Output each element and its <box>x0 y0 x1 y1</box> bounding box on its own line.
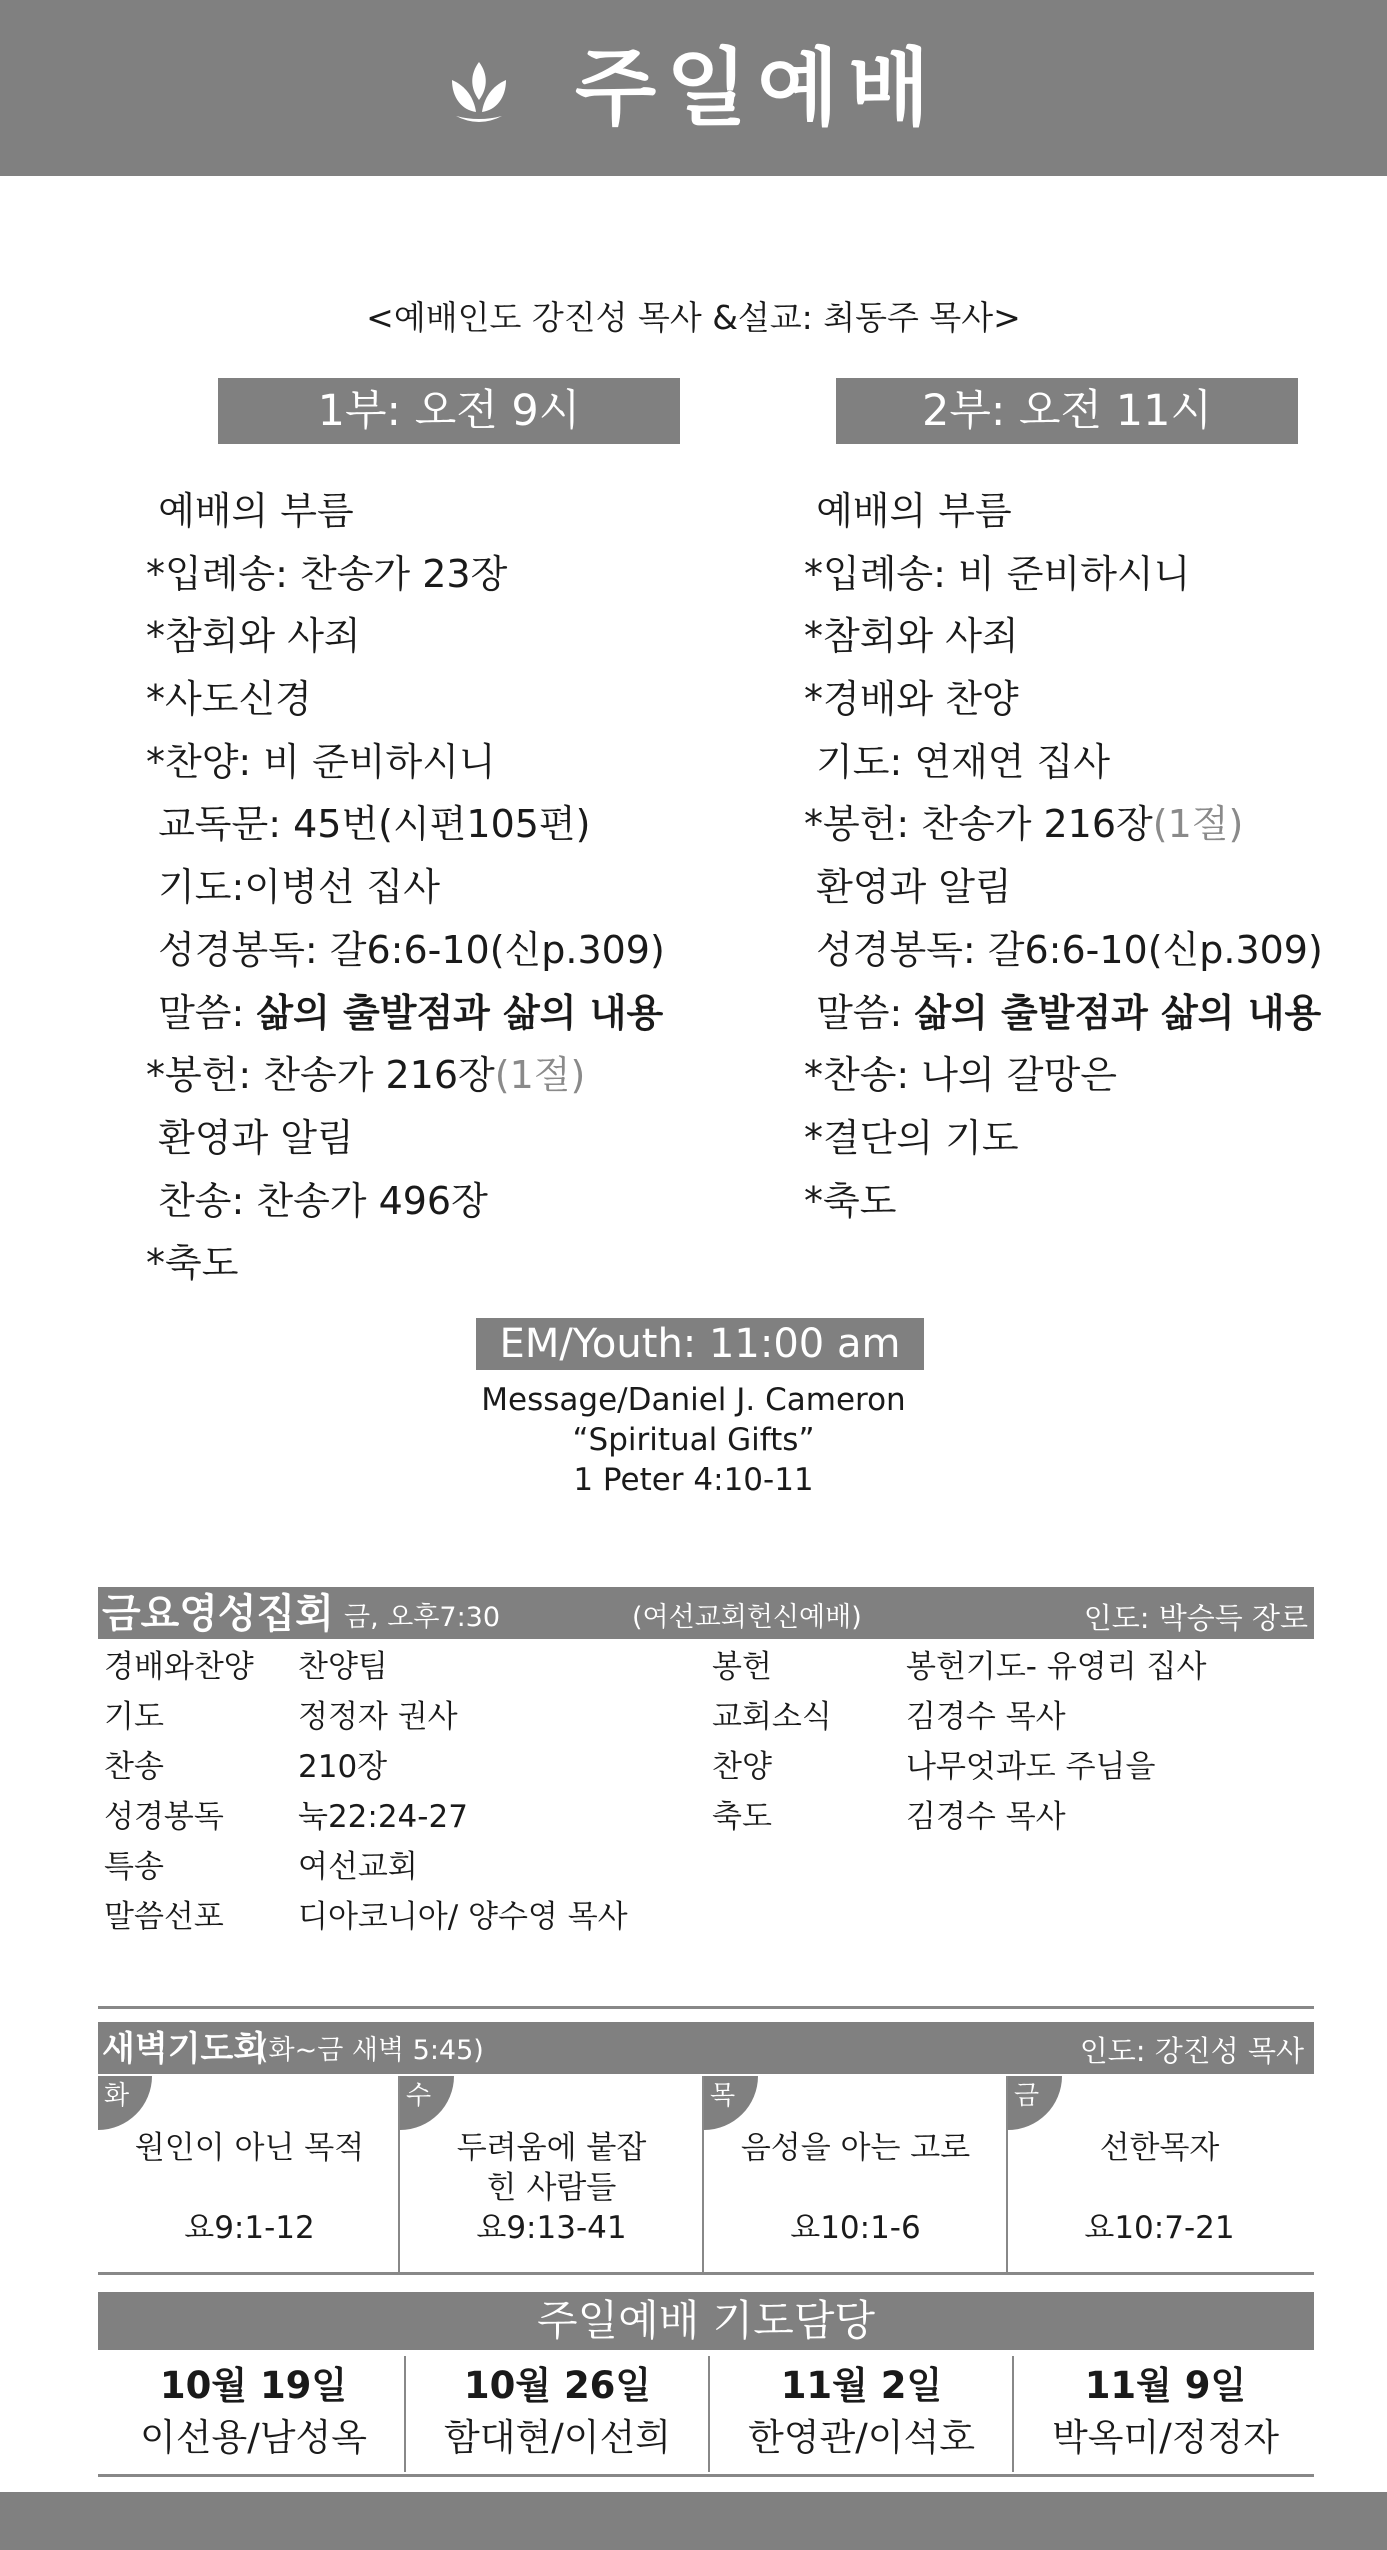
friday-note: (여선교회헌신예배) <box>632 1602 862 1633</box>
friday-item-value: 눅22:24-27 <box>298 1799 468 1835</box>
friday-order-row <box>712 1742 1206 1792</box>
verse-note: (1절) <box>494 1053 586 1098</box>
dawn-topic: 원인이 아닌 목적 <box>134 2130 365 2166</box>
friday-item-value: 찬양팀 <box>298 1649 388 1685</box>
friday-item-label: 기도 <box>104 1699 164 1735</box>
day-tab <box>704 2076 758 2130</box>
em-verse: 1 Peter 4:10-11 <box>573 1462 814 1498</box>
order-item-text: 예배의 부름 <box>804 489 1012 533</box>
em-youth-title: EM/Youth: 11:00 am <box>476 1318 924 1370</box>
friday-item-label: 교회소식 <box>712 1699 832 1735</box>
column-divider <box>1006 2076 1008 2272</box>
dawn-topic: 선한목자 <box>1099 2130 1220 2166</box>
friday-order-row <box>104 1692 628 1742</box>
order-item-text: *입례송: 비 준비하시니 <box>804 551 1191 596</box>
order-item-text: *봉헌: 찬송가 216장 <box>804 802 1153 847</box>
em-message: Message/Daniel J. Cameron <box>481 1382 906 1418</box>
page-title: 주일예배 <box>575 39 940 137</box>
order-item-text: *입례송: 찬송가 23장 <box>146 551 508 596</box>
dawn-day-column <box>1008 2076 1311 2272</box>
divider <box>98 2272 1314 2275</box>
order-item-text: 말씀: <box>146 990 257 1035</box>
order-item-text: 찬송: 찬송가 496장 <box>146 1178 488 1223</box>
friday-order-row <box>712 1642 1206 1692</box>
friday-item-value: 봉헌기도- 유영리 집사 <box>906 1649 1207 1685</box>
column-divider <box>398 2076 400 2272</box>
order-item-text: 환영과 알림 <box>146 1115 354 1160</box>
order-item-text: 기도: 연재연 집사 <box>804 739 1110 784</box>
order-item <box>146 668 665 731</box>
dawn-topic: 음성을 아는 고로 <box>740 2130 971 2166</box>
column-divider <box>708 2356 710 2472</box>
dawn-subtitle: (화~금 새벽 5:45) <box>258 2035 484 2066</box>
order-item-text: *참회와 사죄 <box>804 614 1019 659</box>
order-item-text: *축도 <box>146 1241 239 1286</box>
order-item <box>146 1107 665 1170</box>
friday-item-label: 찬송 <box>104 1749 164 1785</box>
column-divider <box>404 2356 406 2472</box>
order-item-text: *축도 <box>804 1178 897 1223</box>
order-item-text: 기도:이병선 집사 <box>146 865 440 910</box>
verse-note: (1절) <box>1152 802 1244 847</box>
friday-order-left <box>104 1642 628 1942</box>
divider <box>98 2006 1314 2009</box>
friday-item-label: 찬양 <box>712 1749 772 1785</box>
friday-header <box>98 1587 1314 1639</box>
order-item <box>146 919 665 982</box>
service2-title: 2부: 오전 11시 <box>836 378 1298 444</box>
friday-order-row <box>104 1742 628 1792</box>
friday-item-label: 축도 <box>712 1799 772 1835</box>
order-item <box>804 982 1323 1045</box>
prayer-column <box>102 2354 405 2470</box>
order-item <box>146 1170 665 1233</box>
order-item <box>804 856 1323 919</box>
friday-order-row <box>104 1792 628 1842</box>
prayer-date: 10월 26일 <box>463 2364 652 2407</box>
friday-order-row <box>104 1842 628 1892</box>
order-item <box>146 1232 665 1295</box>
service2-order <box>804 480 1323 1232</box>
order-item-text: 환영과 알림 <box>804 865 1012 910</box>
order-item-text: *봉헌: 찬송가 216장 <box>146 1053 495 1098</box>
friday-item-label: 성경봉독 <box>104 1799 224 1835</box>
column-divider <box>702 2076 704 2272</box>
order-item <box>146 605 665 668</box>
friday-item-value: 김경수 목사 <box>906 1799 1066 1835</box>
friday-order-row <box>712 1792 1206 1842</box>
prayer-column <box>406 2354 709 2470</box>
order-item <box>804 1170 1323 1233</box>
order-item <box>146 856 665 919</box>
friday-time: 금, 오후7:30 <box>344 1602 501 1633</box>
order-item-text: 예배의 부름 <box>146 489 354 533</box>
prayer-names: 한영관/이석호 <box>748 2416 975 2459</box>
service1-order <box>146 480 665 1295</box>
order-item-text: 성경봉독: 갈6:6-10(신p.309) <box>146 927 665 972</box>
order-item <box>804 1107 1323 1170</box>
order-item-text: *사도신경 <box>146 677 312 722</box>
order-item <box>146 1044 665 1107</box>
column-divider <box>1012 2356 1014 2472</box>
friday-item-value: 나무엇과도 주님을 <box>906 1749 1156 1785</box>
friday-title: 금요영성집회 <box>102 1591 334 1637</box>
dawn-topic: 두려움에 붙잡힌 사람들 <box>456 2130 647 2206</box>
divider <box>98 2474 1314 2477</box>
prayer-date: 11월 9일 <box>1084 2364 1247 2407</box>
friday-item-value: 디아코니아/ 양수영 목사 <box>298 1899 628 1935</box>
dawn-day-column <box>704 2076 1007 2272</box>
prayer-date: 10월 19일 <box>159 2364 348 2407</box>
friday-item-label: 봉헌 <box>712 1649 772 1685</box>
order-item-text: *참회와 사죄 <box>146 614 361 659</box>
day-tab <box>1008 2076 1062 2130</box>
prayer-names: 함대현/이선희 <box>444 2416 671 2459</box>
em-sermon-title: “Spiritual Gifts” <box>572 1422 815 1458</box>
dawn-verse: 요10:7-21 <box>1084 2210 1235 2246</box>
em-youth-details <box>0 1380 1387 1500</box>
dawn-day-column <box>98 2076 401 2272</box>
day-tab <box>98 2076 152 2130</box>
friday-item-value: 여선교회 <box>298 1849 418 1885</box>
dawn-verse: 요9:13-41 <box>476 2210 627 2246</box>
order-item-text: *경배와 찬양 <box>804 677 1019 722</box>
flame-leaf-icon <box>446 58 512 128</box>
friday-leader: 인도: 박승득 장로 <box>1083 1601 1308 1635</box>
order-item <box>146 982 665 1045</box>
dawn-header <box>98 2022 1314 2074</box>
order-item-text: *찬송: 나의 갈망은 <box>804 1053 1117 1098</box>
order-item <box>804 793 1323 856</box>
order-item <box>804 1044 1323 1107</box>
friday-item-label: 특송 <box>104 1849 164 1885</box>
friday-item-label: 말씀선포 <box>104 1899 224 1935</box>
day-label: 금 <box>1014 2081 1040 2111</box>
dawn-verse: 요9:1-12 <box>184 2210 315 2246</box>
friday-item-value: 210장 <box>298 1749 388 1785</box>
dawn-leader: 인도: 강진성 목사 <box>1079 2034 1304 2068</box>
order-item-text: 말씀: <box>804 990 915 1035</box>
footer-bar <box>0 2492 1387 2550</box>
order-item <box>804 919 1323 982</box>
friday-item-label: 경배와찬양 <box>104 1649 254 1685</box>
friday-item-value: 정정자 권사 <box>298 1699 458 1735</box>
dawn-day-column <box>400 2076 703 2272</box>
order-item <box>146 543 665 606</box>
order-item <box>804 480 1323 543</box>
friday-order-right <box>712 1642 1206 1842</box>
order-item <box>804 543 1323 606</box>
friday-item-value: 김경수 목사 <box>906 1699 1066 1735</box>
prayer-names: 박옥미/정정자 <box>1052 2416 1279 2459</box>
order-item-text: 교독문: 45번(시편105편) <box>146 802 591 847</box>
order-item-text: *찬양: 비 준비하시니 <box>146 739 496 784</box>
service1-title: 1부: 오전 9시 <box>218 378 680 444</box>
prayer-column <box>1014 2354 1317 2470</box>
dawn-verse: 요10:1-6 <box>790 2210 921 2246</box>
worship-leader-line: <예배인도 강진성 목사 &설교: 최동주 목사> <box>366 298 1021 337</box>
prayer-column <box>710 2354 1013 2470</box>
order-item <box>804 731 1323 794</box>
friday-order-row <box>712 1692 1206 1742</box>
order-item <box>146 731 665 794</box>
order-item-text: 성경봉독: 갈6:6-10(신p.309) <box>804 927 1323 972</box>
prayer-date: 11월 2일 <box>780 2364 943 2407</box>
prayer-title: 주일예배 기도담당 <box>98 2292 1314 2350</box>
day-label: 화 <box>104 2081 130 2111</box>
day-label: 수 <box>406 2081 432 2111</box>
sermon-title: 삶의 출발점과 삶의 내용 <box>256 990 664 1035</box>
day-tab <box>400 2076 454 2130</box>
sermon-title: 삶의 출발점과 삶의 내용 <box>914 990 1322 1035</box>
order-item <box>804 668 1323 731</box>
order-item <box>804 605 1323 668</box>
order-item-text: *결단의 기도 <box>804 1115 1019 1160</box>
order-item <box>146 480 665 543</box>
prayer-names: 이선용/남성옥 <box>140 2416 367 2459</box>
friday-order-row <box>104 1892 628 1942</box>
day-label: 목 <box>710 2081 736 2111</box>
order-item <box>146 793 665 856</box>
dawn-title: 새벽기도회 <box>102 2029 267 2069</box>
friday-order-row <box>104 1642 628 1692</box>
